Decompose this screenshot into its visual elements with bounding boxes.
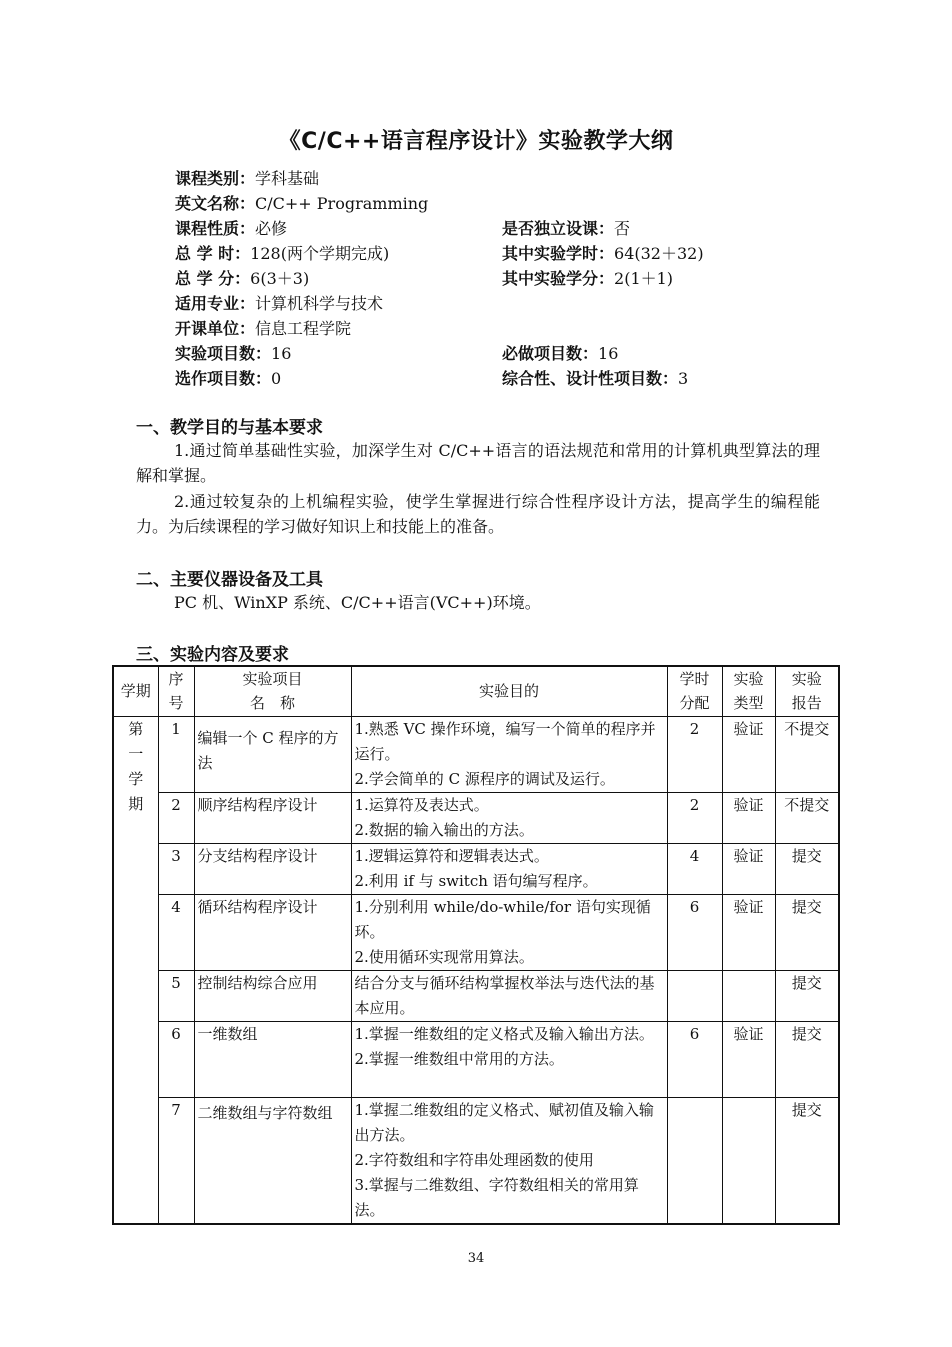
optional-label: 选作项目数： — [175, 369, 272, 388]
purpose-line: 2.使用循环实现常用算法。 — [354, 947, 534, 966]
english-name-label: 英文名称： — [175, 194, 256, 213]
row-name: 编辑一个 C 程序的方法 — [194, 716, 351, 792]
table-row — [113, 1021, 839, 1097]
design-projects — [502, 366, 688, 391]
lab-credits-label: 其中实验学分： — [502, 269, 615, 288]
section-2-paragraph: PC 机、WinXP 系统、C/C++语言(VC++)环境。 — [174, 593, 541, 612]
course-nature-value: 必修 — [255, 219, 288, 238]
table-row — [113, 1097, 839, 1224]
row-number: 6 — [158, 1021, 194, 1097]
header-purpose: 实验目的 — [351, 666, 667, 716]
lab-credits-value: 2(1＋1) — [614, 269, 674, 288]
info-row-english-name — [175, 191, 815, 216]
purpose-line: 1.分别利用 while/do-while/for 语句实现循环。 — [354, 897, 651, 941]
lab-hours — [502, 241, 704, 266]
purpose-line: 2.利用 if 与 switch 语句编写程序。 — [354, 871, 598, 890]
total-hours-label: 总 学 时： — [175, 244, 251, 263]
header-number-line-1: 序 — [168, 670, 184, 689]
design-label: 综合性、设计性项目数： — [502, 369, 679, 388]
header-report — [775, 666, 839, 716]
header-type-line-2: 类型 — [733, 694, 764, 713]
row-type — [722, 970, 775, 1021]
optional-value: 0 — [271, 369, 282, 388]
header-hours — [667, 666, 722, 716]
header-type-line-1: 实验 — [733, 670, 764, 689]
header-name-line-2: 名 称 — [249, 694, 295, 713]
row-purpose — [351, 792, 667, 843]
purpose-line: 1.运算符及表达式。 — [354, 795, 489, 814]
row-report: 提交 — [775, 1097, 839, 1224]
table-row — [113, 894, 839, 970]
row-type: 验证 — [722, 843, 775, 894]
row-name: 循环结构程序设计 — [194, 894, 351, 970]
section-1-heading: 一、教学目的与基本要求 — [136, 418, 323, 438]
independent-label: 是否独立设课： — [502, 219, 615, 238]
section-2-heading: 二、主要仪器设备及工具 — [136, 570, 323, 590]
course-info — [175, 166, 815, 391]
row-number: 3 — [158, 843, 194, 894]
row-name: 二维数组与字符数组 — [194, 1097, 351, 1224]
lab-hours-label: 其中实验学时： — [502, 244, 615, 263]
header-semester: 学期 — [113, 666, 158, 716]
row-purpose — [351, 894, 667, 970]
num-projects-label: 实验项目数： — [175, 344, 272, 363]
experiment-table — [112, 665, 840, 1225]
row-number: 2 — [158, 792, 194, 843]
header-number-line-2: 号 — [168, 694, 184, 713]
row-report: 不提交 — [775, 716, 839, 792]
row-hours: 6 — [667, 1021, 722, 1097]
required-label: 必做项目数： — [502, 344, 599, 363]
row-number: 1 — [158, 716, 194, 792]
semester-char: 第 — [128, 719, 144, 738]
header-name — [194, 666, 351, 716]
table-row — [113, 970, 839, 1021]
course-category-value: 学科基础 — [255, 169, 320, 188]
row-hours: 6 — [667, 894, 722, 970]
header-name-line-1: 实验项目 — [242, 670, 303, 689]
design-value: 3 — [678, 369, 689, 388]
independent-value: 否 — [614, 219, 631, 238]
independent-course — [502, 216, 630, 241]
purpose-line: 1.掌握一维数组的定义格式及输入输出方法。 — [354, 1024, 654, 1043]
info-row-optional — [175, 366, 815, 391]
row-purpose — [351, 1021, 667, 1097]
purpose-line: 结合分支与循环结构掌握枚举法与迭代法的基本应用。 — [354, 973, 655, 1017]
row-hours — [667, 1097, 722, 1224]
purpose-line: 1.掌握二维数组的定义格式、赋初值及输入输出方法。 — [354, 1100, 654, 1144]
row-type: 验证 — [722, 1021, 775, 1097]
major-value: 计算机科学与技术 — [255, 294, 384, 313]
semester-char: 学 — [128, 769, 144, 788]
row-type: 验证 — [722, 792, 775, 843]
purpose-line: 2.字符数组和字符串处理函数的使用 — [354, 1150, 594, 1169]
purpose-line: 2.数据的输入输出的方法。 — [354, 820, 534, 839]
row-purpose — [351, 1097, 667, 1224]
table-header-row — [113, 666, 839, 716]
table-row — [113, 792, 839, 843]
header-report-line-2: 报告 — [791, 694, 822, 713]
info-row-hours — [175, 241, 815, 266]
info-row-category — [175, 166, 815, 191]
row-type: 验证 — [722, 894, 775, 970]
row-report: 提交 — [775, 970, 839, 1021]
section-3-heading: 三、实验内容及要求 — [136, 645, 289, 665]
course-category-label: 课程类别： — [175, 169, 256, 188]
row-purpose — [351, 843, 667, 894]
row-type — [722, 1097, 775, 1224]
purpose-line: 1.熟悉 VC 操作环境，编写一个简单的程序并运行。 — [354, 719, 656, 763]
row-number: 5 — [158, 970, 194, 1021]
row-name: 顺序结构程序设计 — [194, 792, 351, 843]
required-value: 16 — [598, 344, 619, 363]
row-purpose — [351, 970, 667, 1021]
purpose-line: 2.掌握一维数组中常用的方法。 — [354, 1049, 564, 1068]
english-name-value: C/C++ Programming — [255, 194, 429, 213]
total-hours-value: 128(两个学期完成) — [250, 244, 390, 263]
info-row-credits — [175, 266, 815, 291]
row-report: 提交 — [775, 894, 839, 970]
table-row — [113, 843, 839, 894]
major-label: 适用专业： — [175, 294, 256, 313]
row-number: 7 — [158, 1097, 194, 1224]
row-type: 验证 — [722, 716, 775, 792]
lab-credits — [502, 266, 673, 291]
page-number: 34 — [467, 1251, 485, 1266]
row-report: 提交 — [775, 843, 839, 894]
table-row — [113, 716, 839, 792]
num-projects-value: 16 — [271, 344, 292, 363]
section-1-paragraph-1: 1.通过简单基础性实验，加深学生对 C/C++语言的语法规范和常用的计算机典型算法的理解和掌握。 — [136, 441, 820, 485]
info-row-projects — [175, 341, 815, 366]
row-purpose — [351, 716, 667, 792]
info-row-major — [175, 291, 815, 316]
header-report-line-1: 实验 — [791, 670, 822, 689]
header-type — [722, 666, 775, 716]
lab-hours-value: 64(32＋32) — [614, 244, 704, 263]
row-report: 提交 — [775, 1021, 839, 1097]
row-name: 一维数组 — [194, 1021, 351, 1097]
purpose-line: 2.学会简单的 C 源程序的调试及运行。 — [354, 769, 615, 788]
section-1-paragraph-2: 2.通过较复杂的上机编程实验，使学生掌握进行综合性程序设计方法，提高学生的编程能力。为后续课程的学习做好知识上和技能上的准备。 — [136, 492, 820, 536]
row-hours: 4 — [667, 843, 722, 894]
row-hours: 2 — [667, 716, 722, 792]
total-credits-label: 总 学 分： — [175, 269, 251, 288]
row-hours: 2 — [667, 792, 722, 843]
required-projects — [502, 341, 618, 366]
row-name: 分支结构程序设计 — [194, 843, 351, 894]
purpose-line: 3.掌握与二维数组、字符数组相关的常用算法。 — [354, 1175, 639, 1219]
header-hours-line-2: 分配 — [679, 694, 710, 713]
course-nature-label: 课程性质： — [175, 219, 256, 238]
info-row-nature — [175, 216, 815, 241]
header-number — [158, 666, 194, 716]
purpose-line: 1.逻辑运算符和逻辑表达式。 — [354, 846, 549, 865]
semester-cell — [113, 716, 158, 1224]
semester-char: 一 — [128, 744, 144, 763]
semester-char: 期 — [128, 794, 144, 813]
row-hours — [667, 970, 722, 1021]
header-hours-line-1: 学时 — [679, 670, 710, 689]
document-title: 《C/C++语言程序设计》实验教学大纲 — [278, 129, 674, 154]
row-report: 不提交 — [775, 792, 839, 843]
row-name: 控制结构综合应用 — [194, 970, 351, 1021]
dept-label: 开课单位： — [175, 319, 256, 338]
row-number: 4 — [158, 894, 194, 970]
dept-value: 信息工程学院 — [255, 319, 352, 338]
total-credits-value: 6(3＋3) — [250, 269, 310, 288]
info-row-dept — [175, 316, 815, 341]
